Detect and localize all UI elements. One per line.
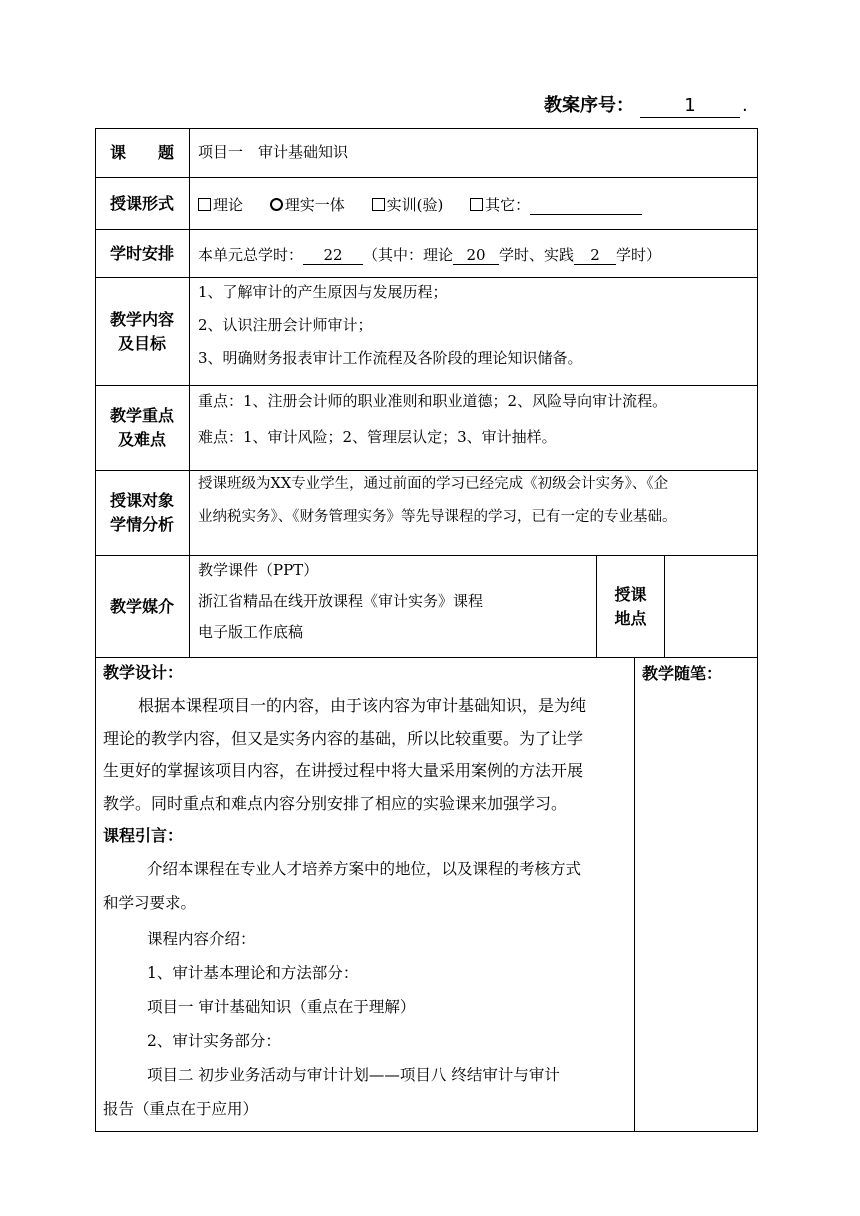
content-line: 2、认识注册会计师审计； xyxy=(198,316,373,334)
hours-label xyxy=(96,230,188,277)
design-title: 教学设计： xyxy=(103,663,184,682)
design-line: 教学。同时重点和难点内容分别安排了相应的实验课来加强学习。 xyxy=(103,793,568,813)
checkbox-icon xyxy=(198,198,211,211)
hours-theory: 20 xyxy=(453,246,499,265)
form-option xyxy=(372,196,444,214)
hours-text: 学时、实践 xyxy=(499,246,575,264)
table-line xyxy=(95,1131,758,1132)
topic-label xyxy=(96,129,188,177)
table-line xyxy=(189,128,190,658)
content-label-line: 及目标 xyxy=(117,333,166,353)
key-line: 难点：1、审计风险；2、管理层认定；3、审计抽样。 xyxy=(198,428,557,446)
students-label-line: 授课对象 xyxy=(109,491,174,510)
media-line: 浙江省精品在线开放课程《审计实务》课程 xyxy=(198,592,484,610)
radio-selected-icon xyxy=(270,198,283,211)
table-line xyxy=(95,128,758,129)
outline-line: 1、审计基本理论和方法部分： xyxy=(147,964,359,982)
outline xyxy=(103,920,631,1126)
students-value xyxy=(198,468,677,534)
form-option-label: 其它： xyxy=(485,196,531,214)
hours-total: 22 xyxy=(303,246,363,265)
checkbox-icon xyxy=(470,198,483,211)
place-label-line: 地点 xyxy=(614,608,647,628)
form-option xyxy=(198,196,243,214)
notes-title: 教学随笔： xyxy=(642,664,723,683)
media-line: 教学课件（PPT） xyxy=(198,561,319,579)
form-label-text: 授课形式 xyxy=(109,193,174,213)
outline-line: 课程内容介绍： xyxy=(147,930,256,948)
content-label xyxy=(96,278,188,385)
key-value xyxy=(198,383,667,455)
intro-line: 介绍本课程在专业人才培养方案中的地位，以及课程的考核方式 xyxy=(147,860,582,878)
intro-title: 课程引言： xyxy=(103,826,184,845)
lesson-number-end: . xyxy=(742,95,748,116)
form-option-label: 理实一体 xyxy=(284,196,345,214)
students-label xyxy=(96,471,188,555)
topic-label-text: 课 题 xyxy=(109,143,174,162)
checkbox-icon xyxy=(372,198,385,211)
hours-suffix: 学时） xyxy=(616,246,662,264)
other-blank xyxy=(530,196,642,215)
content-value xyxy=(198,276,583,375)
design-line: 根据本课程项目一的内容，由于该内容为审计基础知识，是为纯 xyxy=(138,696,587,715)
hours-practice: 2 xyxy=(574,246,616,265)
content-line: 1、了解审计的产生原因与发展历程； xyxy=(198,283,448,301)
content-line: 3、明确财务报表审计工作流程及各阶段的理论知识储备。 xyxy=(198,349,583,367)
media-line: 电子版工作底稿 xyxy=(198,623,304,641)
outline-line: 报告（重点在于应用） xyxy=(103,1100,259,1118)
form-label xyxy=(96,178,188,229)
media-label-text: 教学媒介 xyxy=(109,596,174,616)
form-options xyxy=(198,190,642,221)
intro-paragraph xyxy=(103,852,631,920)
outline-line: 项目二 初步业务活动与审计计划——项目八 终结审计与审计 xyxy=(147,1066,560,1084)
students-label-line: 学情分析 xyxy=(109,515,174,534)
topic-value: 项目一 审计基础知识 xyxy=(198,143,349,161)
design-paragraph xyxy=(103,688,631,820)
form-option xyxy=(470,196,642,214)
lesson-number-label: 教案序号： xyxy=(544,95,634,116)
students-line: 授课班级为XX专业学生，通过前面的学习已经完成《初级会计实务》、《企 xyxy=(198,476,669,492)
place-label xyxy=(597,556,664,657)
table-line xyxy=(757,128,758,1132)
intro-line: 和学习要求。 xyxy=(103,894,197,912)
students-line: 业纳税实务》、《财务管理实务》等先导课程的学习，已有一定的专业基础。 xyxy=(198,509,677,525)
outline-line: 2、审计实务部分： xyxy=(147,1032,281,1050)
key-label xyxy=(96,386,188,470)
table-line xyxy=(95,177,758,178)
content-label-line: 教学内容 xyxy=(109,309,174,329)
teaching-design xyxy=(103,658,631,1126)
key-label-line: 教学重点 xyxy=(109,406,174,425)
key-label-line: 及难点 xyxy=(117,430,166,449)
table-line xyxy=(634,657,635,1132)
table-line xyxy=(95,229,758,230)
form-option-label: 理论 xyxy=(213,196,244,214)
place-label-line: 授课 xyxy=(614,584,647,604)
hours-text: （其中：理论 xyxy=(363,246,454,264)
table-line xyxy=(664,555,665,658)
form-option-label: 实训(验) xyxy=(386,196,444,214)
hours-prefix: 本单元总学时： xyxy=(198,246,304,264)
lesson-number-header xyxy=(544,91,748,118)
lesson-number-value: 1 xyxy=(640,95,740,118)
key-line: 重点：1、注册会计师的职业准则和职业道德；2、风险导向审计流程。 xyxy=(198,392,668,410)
media-value xyxy=(198,555,483,648)
outline-line: 项目一 审计基础知识（重点在于理解） xyxy=(147,998,416,1016)
hours-value xyxy=(198,240,661,271)
media-label xyxy=(96,556,188,657)
hours-label-text: 学时安排 xyxy=(109,243,174,263)
form-option xyxy=(270,196,345,214)
design-line: 理论的教学内容，但又是实务内容的基础，所以比较重要。为了让学 xyxy=(103,728,584,748)
design-line: 生更好的掌握该项目内容，在讲授过程中将大量采用案例的方法开展 xyxy=(103,761,584,780)
